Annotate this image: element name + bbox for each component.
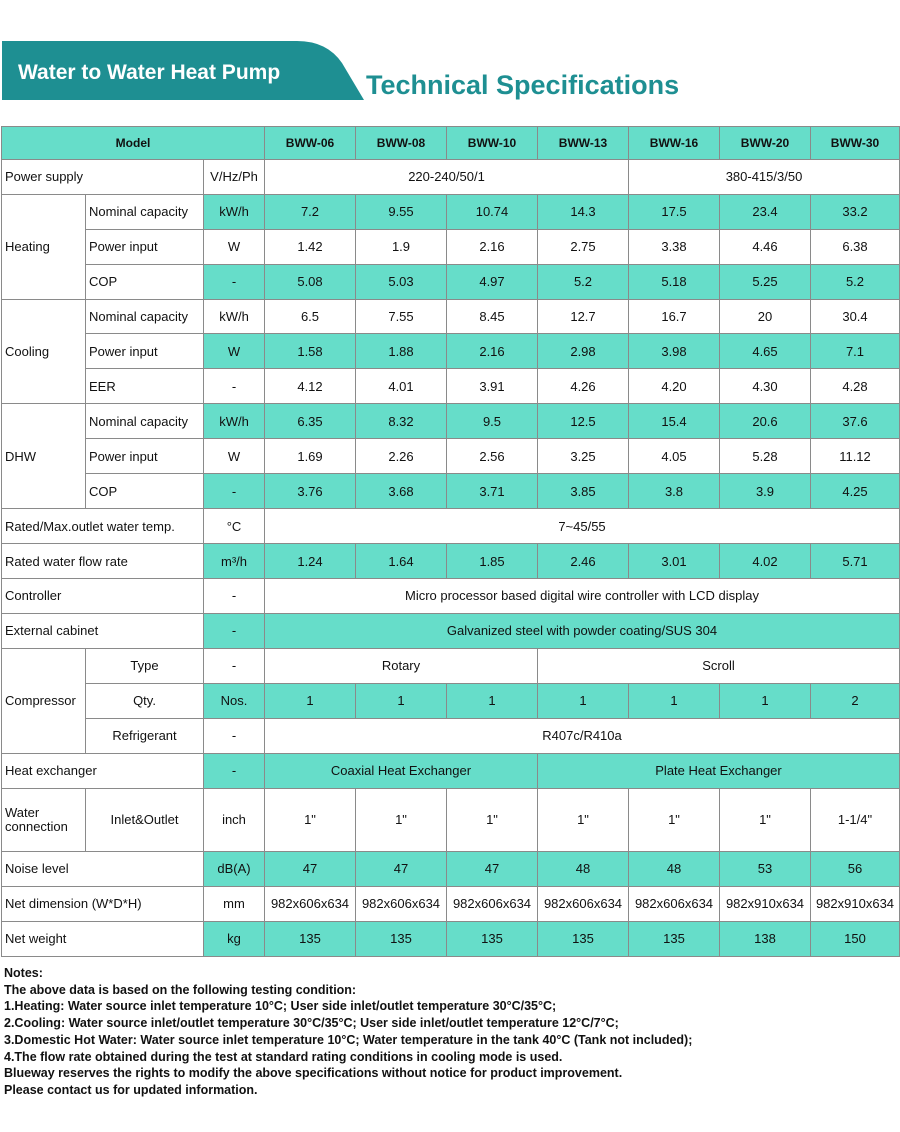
cell-value: 1" xyxy=(629,788,720,851)
table-row xyxy=(2,159,900,194)
row-label: Net dimension (W*D*H) xyxy=(2,886,204,921)
row-label: Nominal capacity xyxy=(86,299,204,334)
cell-value: 1 xyxy=(265,683,356,718)
cell-value: 3.98 xyxy=(629,334,720,369)
cell-value: 3.01 xyxy=(629,544,720,579)
row-unit: dB(A) xyxy=(204,851,265,886)
cell-value: 4.97 xyxy=(447,264,538,299)
row-unit: V/Hz/Ph xyxy=(204,159,265,194)
cell-value: 2.16 xyxy=(447,229,538,264)
row-label: Controller xyxy=(2,579,204,614)
row-unit: kW/h xyxy=(204,299,265,334)
model-name: BWW-20 xyxy=(720,127,811,160)
row-unit: kg xyxy=(204,921,265,956)
table-row xyxy=(2,886,900,921)
table-row xyxy=(2,404,900,439)
cell-value: 5.2 xyxy=(538,264,629,299)
cell-value: 1.24 xyxy=(265,544,356,579)
model-name: BWW-16 xyxy=(629,127,720,160)
cell-value: 3.68 xyxy=(356,474,447,509)
cell-value: 47 xyxy=(447,851,538,886)
cell-value: 1" xyxy=(720,788,811,851)
cell-value: 6.35 xyxy=(265,404,356,439)
cell-value: 4.28 xyxy=(811,369,900,404)
row-label: Net weight xyxy=(2,921,204,956)
cell-value: 1" xyxy=(356,788,447,851)
row-value: 220-240/50/1 xyxy=(265,159,629,194)
note-line: Please contact us for updated information. xyxy=(4,1082,258,1097)
table-row xyxy=(2,683,900,718)
cell-value: 1.64 xyxy=(356,544,447,579)
cell-value: 982x910x634 xyxy=(811,886,900,921)
row-value: 380-415/3/50 xyxy=(629,159,900,194)
cell-value: 982x606x634 xyxy=(447,886,538,921)
table-row xyxy=(2,439,900,474)
cell-value: 48 xyxy=(538,851,629,886)
cell-value: 6.5 xyxy=(265,299,356,334)
table-row xyxy=(2,788,900,851)
table-row xyxy=(2,299,900,334)
banner-text: Water to Water Heat Pump xyxy=(18,61,281,84)
row-value: Galvanized steel with powder coating/SUS 304 xyxy=(265,613,900,648)
cell-value: 1-1/4" xyxy=(811,788,900,851)
row-unit: - xyxy=(204,474,265,509)
row-unit: kW/h xyxy=(204,404,265,439)
row-label: Rated/Max.outlet water temp. xyxy=(2,509,204,544)
cell-value: 1.42 xyxy=(265,229,356,264)
note-line: Blueway reserves the rights to modify the above specifications without notice for product improvement. xyxy=(4,1066,623,1081)
cell-value: 4.01 xyxy=(356,369,447,404)
cell-value: 138 xyxy=(720,921,811,956)
row-unit: - xyxy=(204,648,265,683)
notes-section xyxy=(4,965,692,1099)
row-unit: W xyxy=(204,439,265,474)
table-row xyxy=(2,851,900,886)
row-value: Plate Heat Exchanger xyxy=(538,753,900,788)
cell-value: 7.55 xyxy=(356,299,447,334)
cell-value: 3.71 xyxy=(447,474,538,509)
cell-value: 1" xyxy=(538,788,629,851)
cell-value: 2.26 xyxy=(356,439,447,474)
cell-value: 3.76 xyxy=(265,474,356,509)
row-value: R407c/R410a xyxy=(265,718,900,753)
cell-value: 2.75 xyxy=(538,229,629,264)
cell-value: 4.46 xyxy=(720,229,811,264)
table-row xyxy=(2,544,900,579)
cell-value: 982x910x634 xyxy=(720,886,811,921)
cell-value: 5.08 xyxy=(265,264,356,299)
cell-value: 37.6 xyxy=(811,404,900,439)
cell-value: 5.71 xyxy=(811,544,900,579)
cell-value: 3.25 xyxy=(538,439,629,474)
cell-value: 3.8 xyxy=(629,474,720,509)
cell-value: 53 xyxy=(720,851,811,886)
note-line: 4.The flow rate obtained during the test at standard rating conditions in cooling mode is used. xyxy=(4,1049,563,1064)
table-row xyxy=(2,921,900,956)
cell-value: 982x606x634 xyxy=(538,886,629,921)
row-label: COP xyxy=(86,264,204,299)
cell-value: 33.2 xyxy=(811,194,900,229)
note-line: 1.Heating: Water source inlet temperature 10°C; User side inlet/outlet temperature 30°C/35°C; xyxy=(4,999,557,1014)
note-line: 3.Domestic Hot Water: Water source inlet temperature 10°C; Water temperature in the tank 40°C (Tank not included); xyxy=(4,1032,693,1047)
cell-value: 2.16 xyxy=(447,334,538,369)
row-unit: W xyxy=(204,334,265,369)
cell-value: 150 xyxy=(811,921,900,956)
cell-value: 1.69 xyxy=(265,439,356,474)
cell-value: 2.46 xyxy=(538,544,629,579)
cell-value: 3.91 xyxy=(447,369,538,404)
model-name: BWW-06 xyxy=(265,127,356,160)
cell-value: 8.32 xyxy=(356,404,447,439)
cell-value: 135 xyxy=(538,921,629,956)
row-label: External cabinet xyxy=(2,613,204,648)
cell-value: 5.03 xyxy=(356,264,447,299)
cell-value: 14.3 xyxy=(538,194,629,229)
row-unit: - xyxy=(204,579,265,614)
cell-value: 3.9 xyxy=(720,474,811,509)
cell-value: 5.25 xyxy=(720,264,811,299)
cell-value: 5.28 xyxy=(720,439,811,474)
row-unit: - xyxy=(204,264,265,299)
cell-value: 1.88 xyxy=(356,334,447,369)
group-label: Heating xyxy=(2,194,86,299)
group-label: Cooling xyxy=(2,299,86,404)
cell-value: 56 xyxy=(811,851,900,886)
row-label: Power input xyxy=(86,229,204,264)
row-label: Rated water flow rate xyxy=(2,544,204,579)
cell-value: 135 xyxy=(356,921,447,956)
cell-value: 20 xyxy=(720,299,811,334)
row-value: Coaxial Heat Exchanger xyxy=(265,753,538,788)
group-label: Compressor xyxy=(2,648,86,753)
row-label: Qty. xyxy=(86,683,204,718)
row-label: Heat exchanger xyxy=(2,753,204,788)
cell-value: 16.7 xyxy=(629,299,720,334)
cell-value: 1 xyxy=(356,683,447,718)
row-label: Power input xyxy=(86,334,204,369)
cell-value: 47 xyxy=(356,851,447,886)
cell-value: 1 xyxy=(538,683,629,718)
spec-table xyxy=(1,126,900,957)
table-row xyxy=(2,194,900,229)
model-name: BWW-08 xyxy=(356,127,447,160)
table-row xyxy=(2,613,900,648)
cell-value: 982x606x634 xyxy=(629,886,720,921)
row-unit: inch xyxy=(204,788,265,851)
cell-value: 4.12 xyxy=(265,369,356,404)
table-row xyxy=(2,474,900,509)
cell-value: 982x606x634 xyxy=(265,886,356,921)
cell-value: 135 xyxy=(447,921,538,956)
cell-value: 7.1 xyxy=(811,334,900,369)
cell-value: 1 xyxy=(447,683,538,718)
cell-value: 1.9 xyxy=(356,229,447,264)
model-name: BWW-30 xyxy=(811,127,900,160)
cell-value: 2.98 xyxy=(538,334,629,369)
row-unit: Nos. xyxy=(204,683,265,718)
cell-value: 3.38 xyxy=(629,229,720,264)
table-row xyxy=(2,718,900,753)
model-header: Model xyxy=(2,127,265,160)
cell-value: 3.85 xyxy=(538,474,629,509)
cell-value: 48 xyxy=(629,851,720,886)
cell-value: 982x606x634 xyxy=(356,886,447,921)
page-title: Technical Specifications xyxy=(366,70,680,100)
cell-value: 1 xyxy=(720,683,811,718)
row-label: Refrigerant xyxy=(86,718,204,753)
row-unit: mm xyxy=(204,886,265,921)
row-label: Type xyxy=(86,648,204,683)
cell-value: 15.4 xyxy=(629,404,720,439)
cell-value: 135 xyxy=(629,921,720,956)
row-unit: °C xyxy=(204,509,265,544)
cell-value: 1.85 xyxy=(447,544,538,579)
cell-value: 12.5 xyxy=(538,404,629,439)
cell-value: 1" xyxy=(265,788,356,851)
cell-value: 7.2 xyxy=(265,194,356,229)
table-row xyxy=(2,264,900,299)
row-unit: m³/h xyxy=(204,544,265,579)
row-value: 7~45/55 xyxy=(265,509,900,544)
row-label: Power supply xyxy=(2,159,204,194)
table-row xyxy=(2,509,900,544)
row-label: Noise level xyxy=(2,851,204,886)
cell-value: 4.05 xyxy=(629,439,720,474)
table-row xyxy=(2,229,900,264)
cell-value: 1" xyxy=(447,788,538,851)
cell-value: 4.26 xyxy=(538,369,629,404)
cell-value: 20.6 xyxy=(720,404,811,439)
cell-value: 4.25 xyxy=(811,474,900,509)
cell-value: 9.55 xyxy=(356,194,447,229)
model-name: BWW-13 xyxy=(538,127,629,160)
row-unit: - xyxy=(204,753,265,788)
cell-value: 11.12 xyxy=(811,439,900,474)
cell-value: 12.7 xyxy=(538,299,629,334)
cell-value: 10.74 xyxy=(447,194,538,229)
table-row xyxy=(2,334,900,369)
cell-value: 135 xyxy=(265,921,356,956)
group-label: DHW xyxy=(2,404,86,509)
cell-value: 6.38 xyxy=(811,229,900,264)
row-label: EER xyxy=(86,369,204,404)
cell-value: 1.58 xyxy=(265,334,356,369)
row-unit: kW/h xyxy=(204,194,265,229)
header-banner xyxy=(2,41,364,100)
cell-value: 17.5 xyxy=(629,194,720,229)
row-unit: - xyxy=(204,718,265,753)
row-value: Rotary xyxy=(265,648,538,683)
cell-value: 2 xyxy=(811,683,900,718)
cell-value: 4.02 xyxy=(720,544,811,579)
note-line: 2.Cooling: Water source inlet/outlet temperature 30°C/35°C; User side inlet/outlet temperature 12°C/7°C; xyxy=(4,1016,619,1031)
cell-value: 4.20 xyxy=(629,369,720,404)
row-unit: - xyxy=(204,369,265,404)
table-row xyxy=(2,369,900,404)
cell-value: 5.18 xyxy=(629,264,720,299)
row-sublabel: Inlet&Outlet xyxy=(86,788,204,851)
cell-value: 47 xyxy=(265,851,356,886)
cell-value: 30.4 xyxy=(811,299,900,334)
row-value: Scroll xyxy=(538,648,900,683)
cell-value: 23.4 xyxy=(720,194,811,229)
table-row xyxy=(2,648,900,683)
row-label: Nominal capacity xyxy=(86,194,204,229)
table-row xyxy=(2,579,900,614)
cell-value: 9.5 xyxy=(447,404,538,439)
cell-value: 8.45 xyxy=(447,299,538,334)
row-label: Water connection xyxy=(2,788,86,851)
cell-value: 4.30 xyxy=(720,369,811,404)
row-label: Power input xyxy=(86,439,204,474)
notes-heading: Notes: xyxy=(4,966,43,980)
cell-value: 2.56 xyxy=(447,439,538,474)
cell-value: 5.2 xyxy=(811,264,900,299)
row-label: Nominal capacity xyxy=(86,404,204,439)
row-unit: W xyxy=(204,229,265,264)
note-line: The above data is based on the following testing condition: xyxy=(4,982,357,997)
row-value: Micro processor based digital wire controller with LCD display xyxy=(265,579,900,614)
row-unit: - xyxy=(204,613,265,648)
row-label: COP xyxy=(86,474,204,509)
table-row xyxy=(2,753,900,788)
cell-value: 4.65 xyxy=(720,334,811,369)
table-header-row xyxy=(2,127,900,160)
model-name: BWW-10 xyxy=(447,127,538,160)
cell-value: 1 xyxy=(629,683,720,718)
